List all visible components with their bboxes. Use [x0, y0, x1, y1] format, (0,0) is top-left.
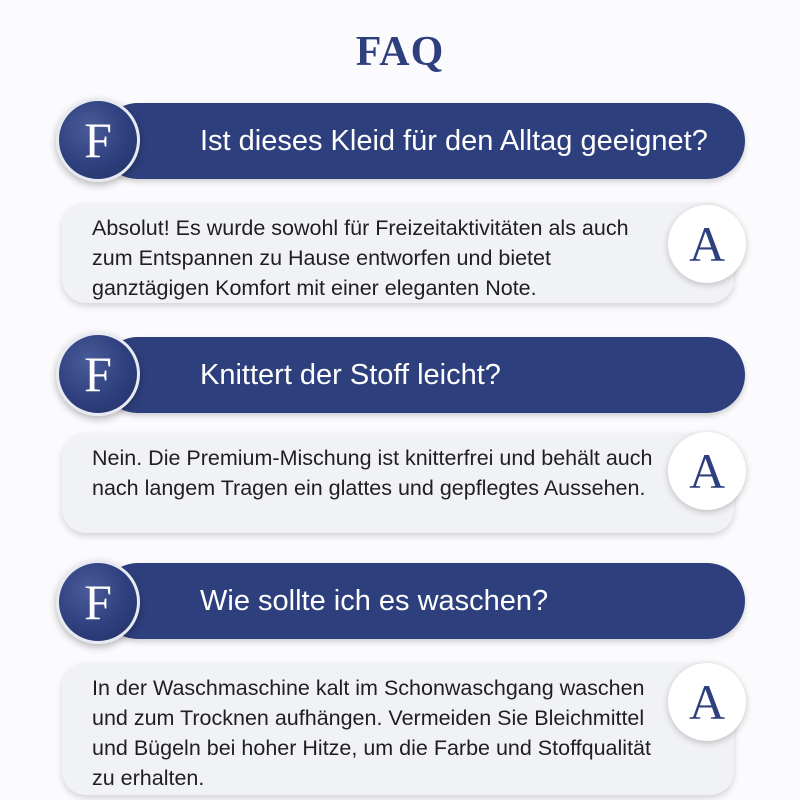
faq-f-icon: F [56, 332, 140, 416]
faq-question-3[interactable] [100, 563, 745, 639]
page-title: FAQ [355, 29, 445, 75]
faq-a-icon: A [668, 432, 746, 510]
question-text: Ist dieses Kleid für den Alltag geeignet? [200, 125, 708, 157]
faq-question-1[interactable] [100, 103, 745, 179]
answer-text: Absolut! Es wurde sowohl für Freizeitaktivitäten als auch zum Entspannen zu Hause entworfen und bietet ganztägigen Komfort mit einer eleganten Note. [92, 216, 629, 300]
faq-answer-3 [62, 663, 734, 795]
question-text: Knittert der Stoff leicht? [200, 359, 501, 391]
faq-f-icon: F [56, 560, 140, 644]
answer-text: In der Waschmaschine kalt im Schonwaschgang waschen und zum Trocknen aufhängen. Vermeiden Sie Bleichmittel und Bügeln bei hoher Hitze, um die Farbe und Stoffqualität zu erhalten. [92, 676, 651, 790]
faq-a-icon: A [668, 663, 746, 741]
faq-a-icon: A [668, 205, 746, 283]
answer-text: Nein. Die Premium-Mischung ist knitterfrei und behält auch nach langem Tragen ein glattes und gepflegtes Aussehen. [92, 446, 653, 500]
question-text: Wie sollte ich es waschen? [200, 585, 549, 617]
faq-f-icon: F [56, 98, 140, 182]
faq-answer-2 [62, 433, 734, 533]
faq-answer-1 [62, 203, 734, 303]
faq-question-2[interactable] [100, 337, 745, 413]
